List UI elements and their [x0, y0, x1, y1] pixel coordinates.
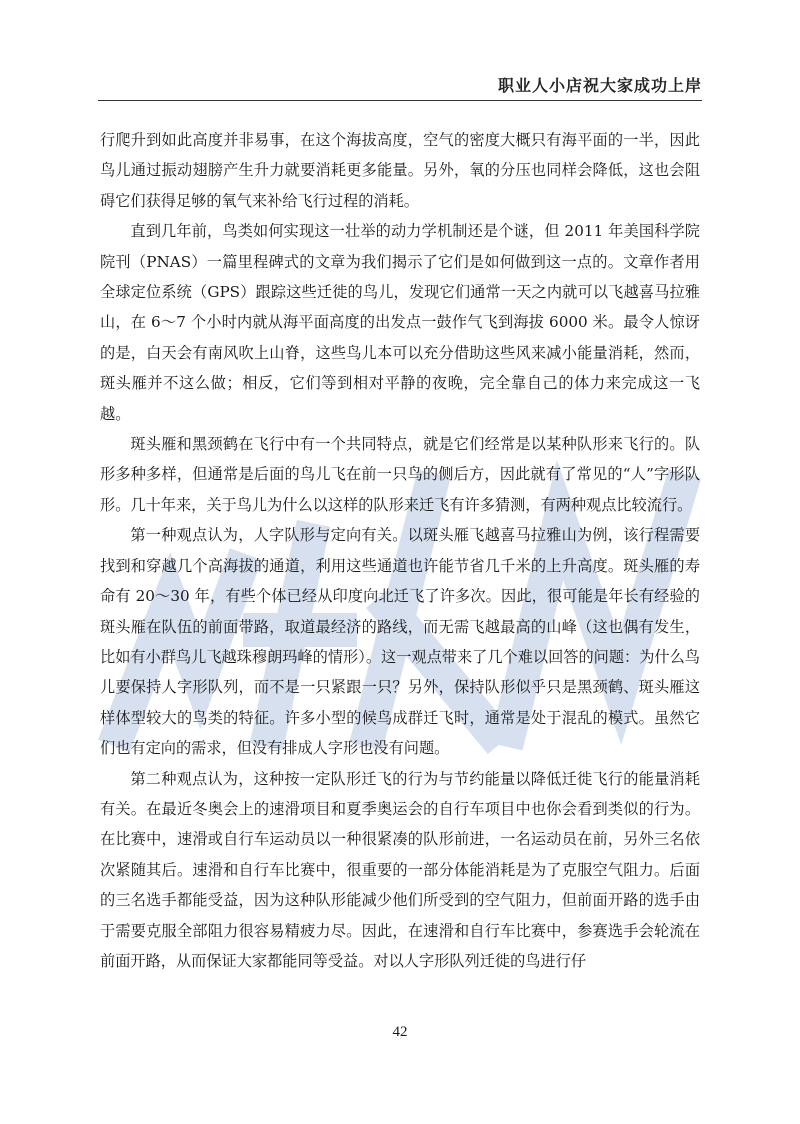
page-number: 42	[392, 1024, 408, 1040]
paragraph-2: 直到几年前，鸟类如何实现这一壮举的动力学机制还是个谜，但 2011 年美国科学院院刊（PNAS）一篇里程碑式的文章为我们揭示了它们是如何做到这一点的。文章作者用全球定位系统（GPS）跟踪这些迁徙的鸟儿，发现它们通常一天之内就可以飞越喜马拉雅山，在 6～7 个小时内就从海平面高度的出发点一鼓作气飞到海拔 6000 米。最令人惊讶的是，白天会有南风吹上山脊，这些鸟儿本可以充分借助这些风来减小能量消耗，然而，斑头雁并不这么做；相反，它们等到相对平静的夜晚，完全靠自己的体力来完成这一飞越。	[100, 222, 700, 423]
header-title: 职业人小店祝大家成功上岸	[497, 76, 702, 95]
paragraph-5: 第二种观点认为，这种按一定队形迁飞的行为与节约能量以降低迁徙飞行的能量消耗有关。在最近冬奥会上的速滑项目和夏季奥运会的自行车项目中也你会看到类似的行为。在比赛中，速滑或自行车运动员以一种很紧凑的队形前进，一名运动员在前，另外三名依次紧随其后。速滑和自行车比赛中，很重要的一部分体能消耗是为了克服空气阻力。后面的三名选手都能受益，因为这种队形能减少他们所受到的空气阻力，但前面开路的选手由于需要克服全部阻力很容易精疲力尽。因此，在速滑和自行车比赛中，参赛选手会轮流在前面开路，从而保证大家都能同等受益。对以人字形队列迁徙的鸟进行仔	[100, 769, 700, 970]
header-rule	[98, 100, 702, 101]
paragraph-4: 第一种观点认为，人字队形与定向有关。以斑头雁飞越喜马拉雅山为例，该行程需要找到和穿越几个高海拔的通道，利用这些通道也许能节省几千米的上升高度。斑头雁的寿命有 20～30 年，有些个体已经从印度向北迁飞了许多次。因此，很可能是年长有经验的斑头雁在队伍的前面带路，取道最经济的路线，而无需飞越最高的山峰（这也偶有发生，比如有小群鸟儿飞越珠穆朗玛峰的情形）。这一观点带来了几个难以回答的问题：为什么鸟儿要保持人字形队列，而不是一只紧跟一只？另外，保持队形似乎只是黑颈鹤、斑头雁这样体型较大的鸟类的特征。许多小型的候鸟成群迁飞时，通常是处于混乱的模式。虽然它们也有定向的需求，但没有排成人字形也没有问题。	[100, 526, 700, 758]
paragraph-1: 行爬升到如此高度并非易事，在这个海拔高度，空气的密度大概只有海平面的一半，因此鸟儿通过振动翅膀产生升力就要消耗更多能量。另外，氧的分压也同样会降低，这也会阻碍它们获得足够的氧气来补给飞行过程的消耗。	[100, 131, 700, 210]
paragraph-3: 斑头雁和黑颈鹤在飞行中有一个共同特点，就是它们经常是以某种队形来飞行的。队形多种多样，但通常是后面的鸟儿飞在前一只鸟的侧后方，因此就有了常见的“人”字形队形。几十年来，关于鸟儿为什么以这样的队形来迁飞有许多猜测，有两种观点比较流行。	[100, 435, 700, 514]
body-text	[100, 125, 700, 976]
